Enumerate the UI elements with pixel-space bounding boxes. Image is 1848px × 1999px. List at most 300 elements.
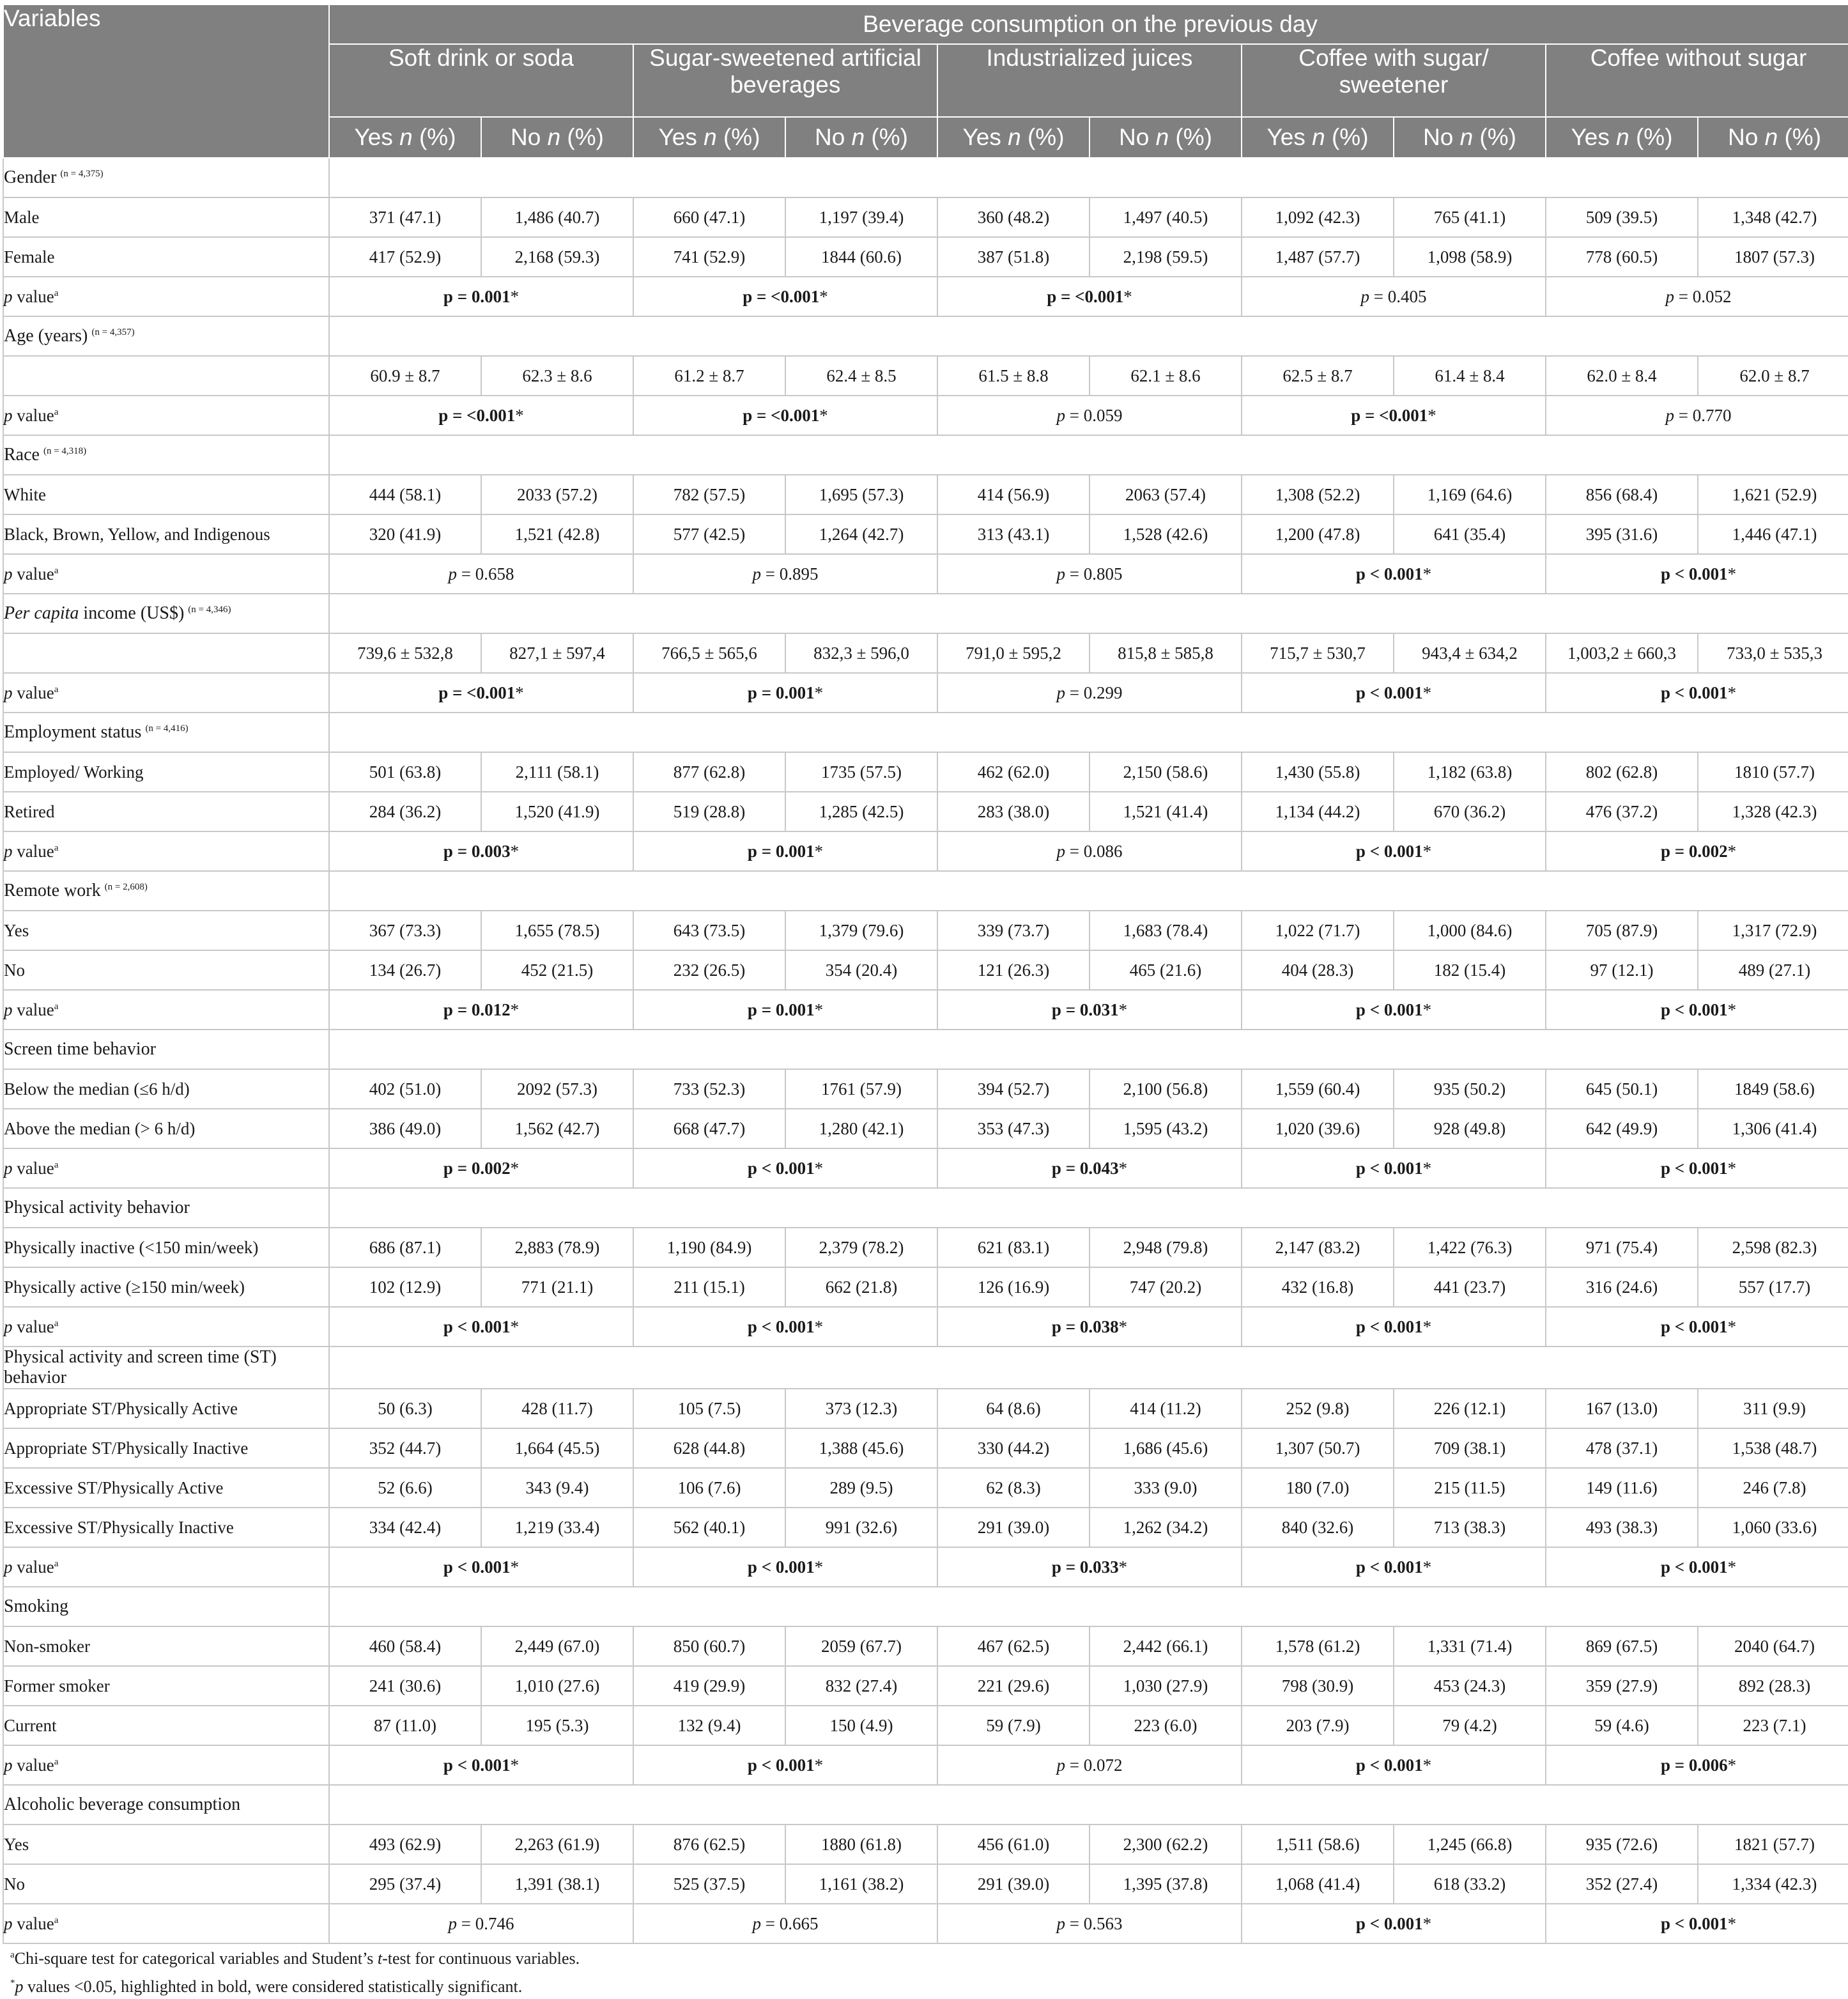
p-value-sup: a xyxy=(54,406,59,417)
sample-size: (n = 4,357) xyxy=(91,327,135,337)
row-label: Employed/ Working xyxy=(3,752,329,792)
table-cell: 404 (28.3) xyxy=(1242,950,1394,990)
table-cell: 62.4 ± 8.5 xyxy=(785,356,937,396)
table-cell: 334 (42.4) xyxy=(329,1508,481,1547)
table-cell: 432 (16.8) xyxy=(1242,1267,1394,1307)
table-cell: 441 (23.7) xyxy=(1394,1267,1546,1307)
section-title: Gender $^{(n = 4,375)}$ xyxy=(3,158,329,197)
table-cell: 180 (7.0) xyxy=(1242,1468,1394,1508)
table-cell: 1761 (57.9) xyxy=(785,1069,937,1109)
beverage-header-sugar-sweetened: Sugar-sweetened artificial beverages xyxy=(633,44,937,117)
p-value-text: p < 0.001 xyxy=(1355,841,1423,861)
table-cell: 419 (29.9) xyxy=(633,1666,785,1706)
table-cell: 2,379 (78.2) xyxy=(785,1228,937,1267)
table-cell: 1,068 (41.4) xyxy=(1242,1864,1394,1904)
section-row xyxy=(3,871,1848,911)
table-cell: 2,300 (62.2) xyxy=(1090,1825,1242,1864)
p-value-label: p value$^a$ xyxy=(3,277,329,316)
table-cell: 102 (12.9) xyxy=(329,1267,481,1307)
table-cell: 2040 (64.7) xyxy=(1698,1626,1848,1666)
row-label: No xyxy=(3,1864,329,1904)
table-cell: 283 (38.0) xyxy=(937,792,1090,831)
table-cell: 1,528 (42.6) xyxy=(1090,514,1242,554)
table-row xyxy=(3,237,1848,277)
table-cell: 802 (62.8) xyxy=(1546,752,1698,792)
p-value-cell: p < 0.001* xyxy=(1242,1547,1546,1587)
table-cell: 1,169 (64.6) xyxy=(1394,475,1546,514)
table-cell: 428 (11.7) xyxy=(481,1389,633,1428)
table-cell: 79 (4.2) xyxy=(1394,1706,1546,1745)
table-cell: 642 (49.9) xyxy=(1546,1109,1698,1148)
beverage-header-juices: Industrialized juices xyxy=(937,44,1242,117)
section-title: Race $^{(n = 4,318)}$ xyxy=(3,435,329,475)
table-cell: 935 (50.2) xyxy=(1394,1069,1546,1109)
table-cell: 562 (40.1) xyxy=(633,1508,785,1547)
table-cell: 1,098 (58.9) xyxy=(1394,237,1546,277)
table-cell: 1,430 (55.8) xyxy=(1242,752,1394,792)
p-value-cell: p < 0.001* xyxy=(1242,1148,1546,1188)
table-cell: 621 (83.1) xyxy=(937,1228,1090,1267)
row-label: Physically inactive (<150 min/week) xyxy=(3,1228,329,1267)
footnotes xyxy=(10,1943,580,1999)
table-cell: 1821 (57.7) xyxy=(1698,1825,1848,1864)
section-title: Physical activity and screen time (ST) behavior xyxy=(3,1347,329,1389)
p-value-cell: p < 0.001* xyxy=(1242,1904,1546,1943)
table-cell: 456 (61.0) xyxy=(937,1825,1090,1864)
table-cell: 971 (75.4) xyxy=(1546,1228,1698,1267)
p-value-text: p = 0.031 xyxy=(1051,1000,1119,1019)
table-row xyxy=(3,1228,1848,1267)
p-value-text: p = 0.012 xyxy=(443,1000,511,1019)
row-label xyxy=(3,356,329,396)
no-header: No n (%) xyxy=(1394,117,1546,158)
p-value-cell: p = 0.033* xyxy=(937,1547,1242,1587)
table-cell: 827,1 ± 597,4 xyxy=(481,633,633,673)
table-cell: 246 (7.8) xyxy=(1698,1468,1848,1508)
row-label: White xyxy=(3,475,329,514)
table-cell: 339 (73.7) xyxy=(937,911,1090,950)
table-cell: 1,308 (52.2) xyxy=(1242,475,1394,514)
p-value-text: p = <0.001 xyxy=(438,683,516,702)
p-value-cell: p < 0.001* xyxy=(633,1307,937,1347)
footnote-a-text: Chi-square test for categorical variables and Student’s t-test for continuous variables. xyxy=(14,1949,580,1968)
table-cell: 709 (38.1) xyxy=(1394,1428,1546,1468)
table-cell: 798 (30.9) xyxy=(1242,1666,1394,1706)
table-cell: 618 (33.2) xyxy=(1394,1864,1546,1904)
p-value-text: p < 0.001 xyxy=(1660,683,1728,702)
table-cell: 747 (20.2) xyxy=(1090,1267,1242,1307)
p-value-sup: a xyxy=(54,1159,59,1170)
table-cell: 2059 (67.7) xyxy=(785,1626,937,1666)
p-value-text: p < 0.001 xyxy=(747,1557,815,1577)
table-cell: 1,134 (44.2) xyxy=(1242,792,1394,831)
p-value-label: p value$^a$ xyxy=(3,1148,329,1188)
section-title: Smoking xyxy=(3,1587,329,1626)
variables-header: Variables xyxy=(3,4,329,158)
p-value-cell: p = 0.012* xyxy=(329,990,633,1030)
table-cell: 465 (21.6) xyxy=(1090,950,1242,990)
table-cell: 105 (7.5) xyxy=(633,1389,785,1428)
table-cell: 343 (9.4) xyxy=(481,1468,633,1508)
table-row xyxy=(3,1626,1848,1666)
table-cell: 1807 (57.3) xyxy=(1698,237,1848,277)
row-label: Appropriate ST/Physically Active xyxy=(3,1389,329,1428)
p-value-cell: p < 0.001* xyxy=(329,1307,633,1347)
table-row xyxy=(3,514,1848,554)
sample-size: (n = 4,318) xyxy=(43,446,87,456)
table-cell: 2,147 (83.2) xyxy=(1242,1228,1394,1267)
footnote-a-mark: a xyxy=(10,1950,15,1960)
table-cell: 2,168 (59.3) xyxy=(481,237,633,277)
table-cell: 1,264 (42.7) xyxy=(785,514,937,554)
row-label: Excessive ST/Physically Inactive xyxy=(3,1508,329,1547)
table-cell: 182 (15.4) xyxy=(1394,950,1546,990)
p-value-text: p < 0.001 xyxy=(1660,564,1728,583)
table-cell: 877 (62.8) xyxy=(633,752,785,792)
p-value-cell: p = 0.086 xyxy=(937,831,1242,871)
p-value-cell: p = 0.770 xyxy=(1546,396,1848,435)
p-value-cell: p < 0.001* xyxy=(1242,1307,1546,1347)
row-label: Above the median (> 6 h/d) xyxy=(3,1109,329,1148)
p-value-label: p value$^a$ xyxy=(3,990,329,1030)
table-cell: 1,379 (79.6) xyxy=(785,911,937,950)
table-cell: 223 (6.0) xyxy=(1090,1706,1242,1745)
p-value-cell: p = 0.043* xyxy=(937,1148,1242,1188)
table-cell: 1,578 (61.2) xyxy=(1242,1626,1394,1666)
p-value-text: p = 0.001 xyxy=(747,841,815,861)
p-value-cell: p = 0.059 xyxy=(937,396,1242,435)
table-cell: 313 (43.1) xyxy=(937,514,1090,554)
table-cell: 402 (51.0) xyxy=(329,1069,481,1109)
table-cell: 444 (58.1) xyxy=(329,475,481,514)
table-cell: 1,695 (57.3) xyxy=(785,475,937,514)
table-cell: 1,621 (52.9) xyxy=(1698,475,1848,514)
table-cell: 60.9 ± 8.7 xyxy=(329,356,481,396)
table-cell: 59 (7.9) xyxy=(937,1706,1090,1745)
p-value-text: p = 0.033 xyxy=(1051,1557,1119,1577)
table-cell: 2,111 (58.1) xyxy=(481,752,633,792)
table-cell: 52 (6.6) xyxy=(329,1468,481,1508)
table-cell: 1844 (60.6) xyxy=(785,237,937,277)
p-value-cell: p = 0.002* xyxy=(1546,831,1848,871)
table-cell: 284 (36.2) xyxy=(329,792,481,831)
table-row xyxy=(3,197,1848,237)
table-cell: 771 (21.1) xyxy=(481,1267,633,1307)
table-cell: 668 (47.7) xyxy=(633,1109,785,1148)
section-spacer xyxy=(329,158,1848,197)
table-cell: 352 (44.7) xyxy=(329,1428,481,1468)
table-cell: 62.3 ± 8.6 xyxy=(481,356,633,396)
p-value-row xyxy=(3,396,1848,435)
table-cell: 241 (30.6) xyxy=(329,1666,481,1706)
beverage-header-soft-drink: Soft drink or soda xyxy=(329,44,633,117)
section-title: Alcoholic beverage consumption xyxy=(3,1785,329,1825)
table-cell: 1,395 (37.8) xyxy=(1090,1864,1242,1904)
table-cell: 167 (13.0) xyxy=(1546,1389,1698,1428)
table-cell: 733,0 ± 535,3 xyxy=(1698,633,1848,673)
table-cell: 1,000 (84.6) xyxy=(1394,911,1546,950)
table-cell: 1,391 (38.1) xyxy=(481,1864,633,1904)
table-cell: 354 (20.4) xyxy=(785,950,937,990)
table-cell: 360 (48.2) xyxy=(937,197,1090,237)
table-cell: 395 (31.6) xyxy=(1546,514,1698,554)
table-cell: 1,200 (47.8) xyxy=(1242,514,1394,554)
table-cell: 59 (4.6) xyxy=(1546,1706,1698,1745)
table-cell: 462 (62.0) xyxy=(937,752,1090,792)
p-value-row xyxy=(3,990,1848,1030)
p-value-cell: p < 0.001* xyxy=(1242,831,1546,871)
p-value-text: p < 0.001 xyxy=(1355,683,1423,702)
table-cell: 2,948 (79.8) xyxy=(1090,1228,1242,1267)
table-cell: 815,8 ± 585,8 xyxy=(1090,633,1242,673)
section-row xyxy=(3,1347,1848,1389)
table-cell: 577 (42.5) xyxy=(633,514,785,554)
table-row xyxy=(3,1666,1848,1706)
table-cell: 1,562 (42.7) xyxy=(481,1109,633,1148)
table-cell: 1,595 (43.2) xyxy=(1090,1109,1242,1148)
section-title: Screen time behavior xyxy=(3,1030,329,1069)
p-value-row xyxy=(3,554,1848,594)
table-cell: 62 (8.3) xyxy=(937,1468,1090,1508)
table-cell: 353 (47.3) xyxy=(937,1109,1090,1148)
table-body xyxy=(3,158,1848,1943)
p-value-text: p < 0.001 xyxy=(1660,1913,1728,1933)
table-row xyxy=(3,1825,1848,1864)
table-header xyxy=(3,4,1848,158)
table-cell: 121 (26.3) xyxy=(937,950,1090,990)
p-value-label: p value$^a$ xyxy=(3,396,329,435)
table-cell: 493 (38.3) xyxy=(1546,1508,1698,1547)
yes-header: Yes n (%) xyxy=(1546,117,1698,158)
table-cell: 856 (68.4) xyxy=(1546,475,1698,514)
table-cell: 1,060 (33.6) xyxy=(1698,1508,1848,1547)
table-cell: 1,030 (27.9) xyxy=(1090,1666,1242,1706)
table-cell: 1,520 (41.9) xyxy=(481,792,633,831)
sample-size: (n = 2,608) xyxy=(104,882,148,892)
p-value-text: p < 0.001 xyxy=(1355,1755,1423,1775)
section-spacer xyxy=(329,1347,1848,1389)
p-value-text: p = 0.003 xyxy=(443,841,511,861)
table-cell: 1,348 (42.7) xyxy=(1698,197,1848,237)
table-cell: 50 (6.3) xyxy=(329,1389,481,1428)
p-value-cell: p < 0.001* xyxy=(1242,554,1546,594)
table-cell: 501 (63.8) xyxy=(329,752,481,792)
p-value-label: p value$^a$ xyxy=(3,1547,329,1587)
table-cell: 643 (73.5) xyxy=(633,911,785,950)
p-value-cell: p = <0.001* xyxy=(937,277,1242,316)
p-value-cell: p < 0.001* xyxy=(1546,990,1848,1030)
table-cell: 1,422 (76.3) xyxy=(1394,1228,1546,1267)
p-value-cell: p = 0.006* xyxy=(1546,1745,1848,1785)
p-value-cell: p = 0.895 xyxy=(633,554,937,594)
p-value-text: p = 0.002 xyxy=(1660,841,1728,861)
table-cell: 134 (26.7) xyxy=(329,950,481,990)
table-cell: 211 (15.1) xyxy=(633,1267,785,1307)
p-value-row xyxy=(3,673,1848,713)
table-cell: 493 (62.9) xyxy=(329,1825,481,1864)
table-cell: 333 (9.0) xyxy=(1090,1468,1242,1508)
table-cell: 628 (44.8) xyxy=(633,1428,785,1468)
section-row xyxy=(3,1785,1848,1825)
table-cell: 662 (21.8) xyxy=(785,1267,937,1307)
p-value-sup: a xyxy=(54,842,59,853)
p-value-text: p = 0.001 xyxy=(747,1000,815,1019)
section-row xyxy=(3,1030,1848,1069)
table-cell: 226 (12.1) xyxy=(1394,1389,1546,1428)
p-value-cell: p = <0.001* xyxy=(633,277,937,316)
table-cell: 2092 (57.3) xyxy=(481,1069,633,1109)
p-value-text: p < 0.001 xyxy=(1660,1158,1728,1178)
table-cell: 713 (38.3) xyxy=(1394,1508,1546,1547)
table-cell: 1,161 (38.2) xyxy=(785,1864,937,1904)
p-value-text: p < 0.001 xyxy=(1660,1557,1728,1577)
table-cell: 705 (87.9) xyxy=(1546,911,1698,950)
table-cell: 2,883 (78.9) xyxy=(481,1228,633,1267)
row-label: Yes xyxy=(3,911,329,950)
p-value-cell: p = 0.002* xyxy=(329,1148,633,1188)
table-cell: 1,307 (50.7) xyxy=(1242,1428,1394,1468)
table-row xyxy=(3,475,1848,514)
table-cell: 525 (37.5) xyxy=(633,1864,785,1904)
section-spacer xyxy=(329,1785,1848,1825)
section-row xyxy=(3,1587,1848,1626)
p-value-label: p value$^a$ xyxy=(3,831,329,871)
table-cell: 106 (7.6) xyxy=(633,1468,785,1508)
table-cell: 1,559 (60.4) xyxy=(1242,1069,1394,1109)
p-value-cell: p = 0.001* xyxy=(633,990,937,1030)
table-cell: 352 (27.4) xyxy=(1546,1864,1698,1904)
table-cell: 715,7 ± 530,7 xyxy=(1242,633,1394,673)
table-cell: 1,497 (40.5) xyxy=(1090,197,1242,237)
table-cell: 840 (32.6) xyxy=(1242,1508,1394,1547)
table-row xyxy=(3,1109,1848,1148)
p-value-text: p < 0.001 xyxy=(1355,564,1423,583)
p-value-cell: p = 0.299 xyxy=(937,673,1242,713)
p-value-sup: a xyxy=(54,1558,59,1569)
p-value-cell: p = 0.038* xyxy=(937,1307,1242,1347)
table-cell: 367 (73.3) xyxy=(329,911,481,950)
p-value-cell: p < 0.001* xyxy=(1546,1547,1848,1587)
table-cell: 2,150 (58.6) xyxy=(1090,752,1242,792)
table-cell: 386 (49.0) xyxy=(329,1109,481,1148)
table-cell: 509 (39.5) xyxy=(1546,197,1698,237)
row-label: No xyxy=(3,950,329,990)
p-value-text: p = <0.001 xyxy=(743,405,820,425)
p-value-cell: p < 0.001* xyxy=(1242,1745,1546,1785)
p-value-text: p < 0.001 xyxy=(747,1316,815,1336)
table-row xyxy=(3,792,1848,831)
beverage-header-coffee-sugar: Coffee with sugar/ sweetener xyxy=(1242,44,1546,117)
table-cell: 2033 (57.2) xyxy=(481,475,633,514)
section-spacer xyxy=(329,1587,1848,1626)
p-value-row xyxy=(3,1904,1848,1943)
table-row xyxy=(3,356,1848,396)
row-label: Retired xyxy=(3,792,329,831)
p-value-text: p < 0.001 xyxy=(747,1755,815,1775)
table-cell: 1,683 (78.4) xyxy=(1090,911,1242,950)
p-value-cell: p < 0.001* xyxy=(1546,1307,1848,1347)
table-cell: 61.4 ± 8.4 xyxy=(1394,356,1546,396)
table-row xyxy=(3,1508,1848,1547)
row-label xyxy=(3,633,329,673)
p-value-sup: a xyxy=(54,1756,59,1767)
p-value-cell: p = <0.001* xyxy=(633,396,937,435)
table-cell: 1,092 (42.3) xyxy=(1242,197,1394,237)
yes-header: Yes n (%) xyxy=(329,117,481,158)
table-cell: 417 (52.9) xyxy=(329,237,481,277)
table-cell: 519 (28.8) xyxy=(633,792,785,831)
table-cell: 489 (27.1) xyxy=(1698,950,1848,990)
section-spacer xyxy=(329,1030,1848,1069)
p-value-text: p = 0.006 xyxy=(1660,1755,1728,1775)
table-cell: 733 (52.3) xyxy=(633,1069,785,1109)
section-row xyxy=(3,713,1848,752)
table-cell: 1,003,2 ± 660,3 xyxy=(1546,633,1698,673)
table-row xyxy=(3,1267,1848,1307)
p-value-text: p = 0.038 xyxy=(1051,1316,1119,1336)
table-cell: 252 (9.8) xyxy=(1242,1389,1394,1428)
p-value-text: p < 0.001 xyxy=(1355,1913,1423,1933)
table-cell: 97 (12.1) xyxy=(1546,950,1698,990)
table-cell: 62.0 ± 8.4 xyxy=(1546,356,1698,396)
table-cell: 62.1 ± 8.6 xyxy=(1090,356,1242,396)
table-cell: 1,262 (34.2) xyxy=(1090,1508,1242,1547)
section-spacer xyxy=(329,871,1848,911)
table-cell: 291 (39.0) xyxy=(937,1508,1090,1547)
table-cell: 765 (41.1) xyxy=(1394,197,1546,237)
table-cell: 876 (62.5) xyxy=(633,1825,785,1864)
yes-header: Yes n (%) xyxy=(1242,117,1394,158)
p-value-cell: p = <0.001* xyxy=(329,673,633,713)
row-label: Black, Brown, Yellow, and Indigenous xyxy=(3,514,329,554)
table-cell: 832 (27.4) xyxy=(785,1666,937,1706)
table-cell: 1,280 (42.1) xyxy=(785,1109,937,1148)
table-row xyxy=(3,752,1848,792)
table-cell: 850 (60.7) xyxy=(633,1626,785,1666)
table-row xyxy=(3,1069,1848,1109)
beverage-consumption-table xyxy=(3,4,1848,1944)
p-value-label: p value$^a$ xyxy=(3,1745,329,1785)
table-cell: 1,521 (42.8) xyxy=(481,514,633,554)
section-title: Remote work $^{(n = 2,608)}$ xyxy=(3,871,329,911)
section-row xyxy=(3,435,1848,475)
p-value-cell: p < 0.001* xyxy=(633,1547,937,1587)
row-label: Appropriate ST/Physically Inactive xyxy=(3,1428,329,1468)
p-value-cell: p = 0.031* xyxy=(937,990,1242,1030)
p-value-text: p < 0.001 xyxy=(1355,1557,1423,1577)
p-value-row xyxy=(3,1148,1848,1188)
table-cell: 1,328 (42.3) xyxy=(1698,792,1848,831)
no-header: No n (%) xyxy=(1090,117,1242,158)
p-value-label: p value$^a$ xyxy=(3,673,329,713)
table-cell: 1810 (57.7) xyxy=(1698,752,1848,792)
p-value-sup: a xyxy=(54,288,59,298)
table-cell: 64 (8.6) xyxy=(937,1389,1090,1428)
row-label: Physically active (≥150 min/week) xyxy=(3,1267,329,1307)
table-cell: 316 (24.6) xyxy=(1546,1267,1698,1307)
table-cell: 414 (11.2) xyxy=(1090,1389,1242,1428)
table-cell: 832,3 ± 596,0 xyxy=(785,633,937,673)
section-row xyxy=(3,158,1848,197)
p-value-text: p = <0.001 xyxy=(1047,286,1124,306)
table-row xyxy=(3,1389,1848,1428)
table-cell: 232 (26.5) xyxy=(633,950,785,990)
p-value-cell: p = 0.001* xyxy=(633,673,937,713)
table-cell: 62.0 ± 8.7 xyxy=(1698,356,1848,396)
p-value-cell: p < 0.001* xyxy=(329,1547,633,1587)
table-cell: 1,020 (39.6) xyxy=(1242,1109,1394,1148)
row-label: Non-smoker xyxy=(3,1626,329,1666)
